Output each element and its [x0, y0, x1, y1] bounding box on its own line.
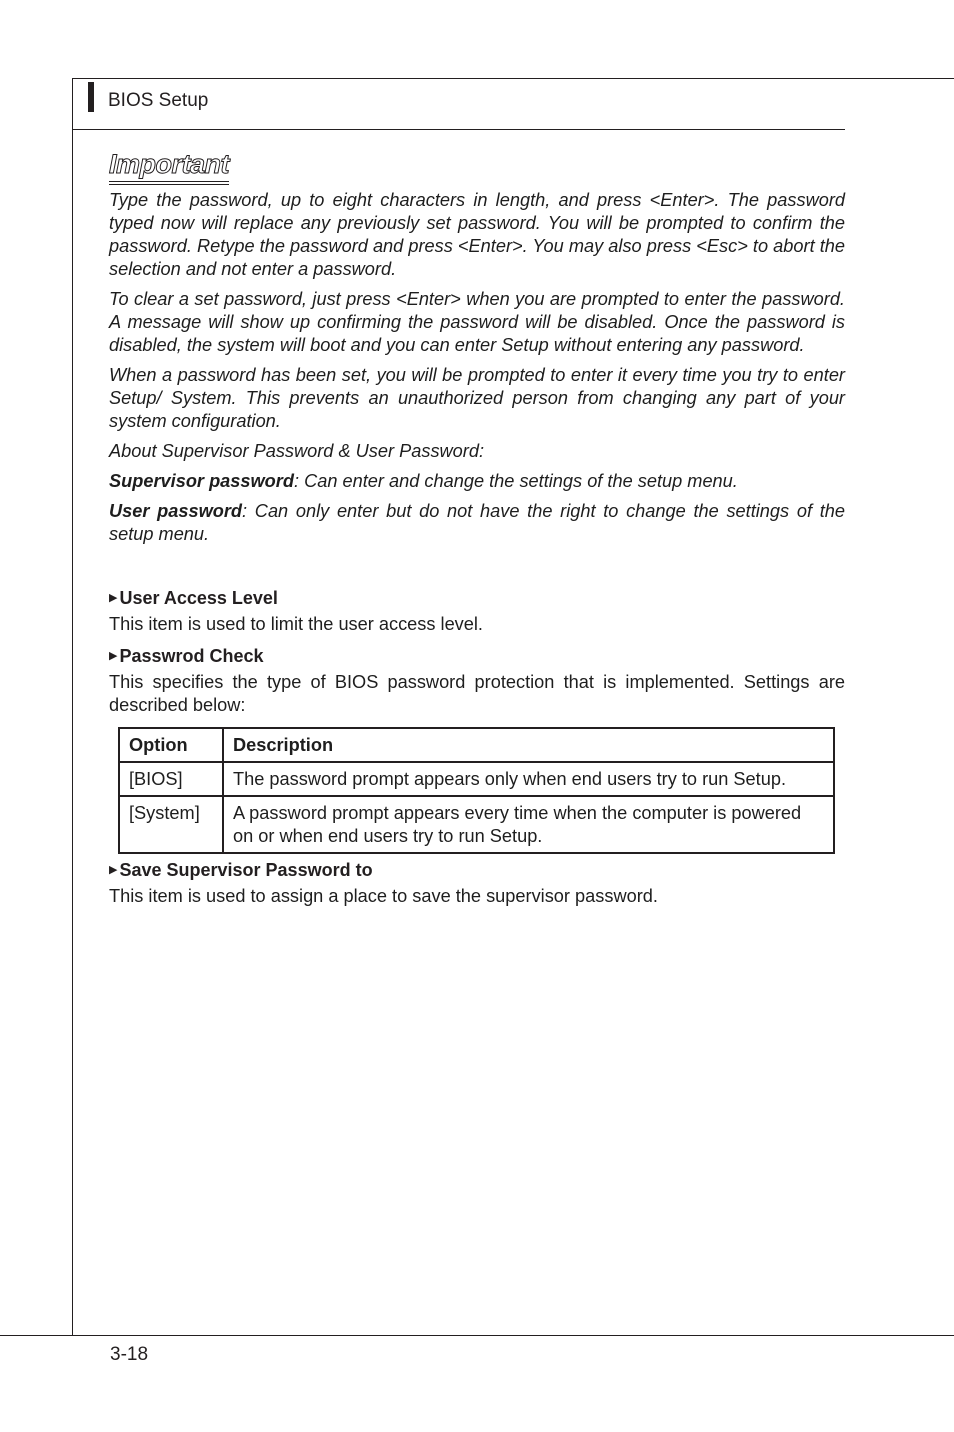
header-title: BIOS Setup: [108, 90, 209, 111]
page-content: [109, 148, 845, 908]
table-header-row: [119, 728, 834, 762]
triangle-right-icon: ▶: [109, 650, 118, 662]
supervisor-password-note: [109, 470, 845, 493]
important-title: Important: [109, 148, 229, 185]
table-cell-option: [BIOS]: [119, 762, 223, 796]
section-title: Save Supervisor Password to: [119, 860, 373, 880]
table-cell-description: A password prompt appears every time when the computer is powered on or when end users try to run Setup.: [223, 796, 834, 853]
important-paragraph: About Supervisor Password & User Password:: [109, 441, 485, 461]
header-rule: [72, 129, 845, 130]
important-paragraph: To clear a set password, just press <Enter> when you are prompted to enter the password. A message will show up confirming the password will be disabled. Once the password is disabled, the system will boot and you can enter Setup without entering any password.: [109, 289, 845, 355]
table-cell-description: The password prompt appears only when end users try to run Setup.: [223, 762, 834, 796]
user-password-note: [109, 500, 845, 546]
supervisor-password-term: Supervisor password: [109, 471, 294, 491]
triangle-right-icon: ▶: [109, 592, 118, 604]
table-row: [119, 796, 834, 853]
section-password-check: [109, 645, 845, 854]
user-password-text: : Can only enter but do not have the right to change the settings of the setup menu.: [109, 501, 845, 544]
supervisor-password-text: : Can enter and change the settings of the setup menu.: [293, 471, 738, 491]
section-save-supervisor-password: [109, 859, 845, 908]
header-bar: [88, 82, 94, 112]
important-paragraph: Type the password, up to eight characters in length, and press <Enter>. The password typed now will replace any previously set password. You will be prompted to confirm the password. Retype the password and press <Enter>. You may also press <Esc> to abort the selection and not enter a password.: [109, 190, 845, 279]
important-notes: [109, 189, 845, 546]
section-title: User Access Level: [119, 588, 278, 608]
table-header-option: Option: [119, 728, 223, 762]
section-title: Passwrod Check: [119, 646, 264, 666]
section-text: This specifies the type of BIOS password protection that is implemented. Settings are described below:: [109, 672, 845, 715]
section-text: This item is used to limit the user access level.: [109, 614, 483, 634]
table-header-description: Description: [223, 728, 834, 762]
page-number: 3-18: [110, 1344, 149, 1365]
section-user-access-level: [109, 587, 845, 636]
important-paragraph: When a password has been set, you will be prompted to enter it every time you try to enter Setup/ System. This prevents an unauthorized person from changing any part of your system configuration.: [109, 365, 845, 431]
frame-bottom-rule: [0, 1335, 954, 1336]
user-password-term: User password: [109, 501, 243, 521]
table-cell-option: [System]: [119, 796, 223, 853]
triangle-right-icon: ▶: [109, 864, 118, 876]
frame-left-rule: [72, 78, 73, 1335]
frame-top-rule: [72, 78, 954, 79]
section-text: This item is used to assign a place to save the supervisor password.: [109, 886, 658, 906]
table-row: [119, 762, 834, 796]
password-check-table: [118, 727, 835, 854]
